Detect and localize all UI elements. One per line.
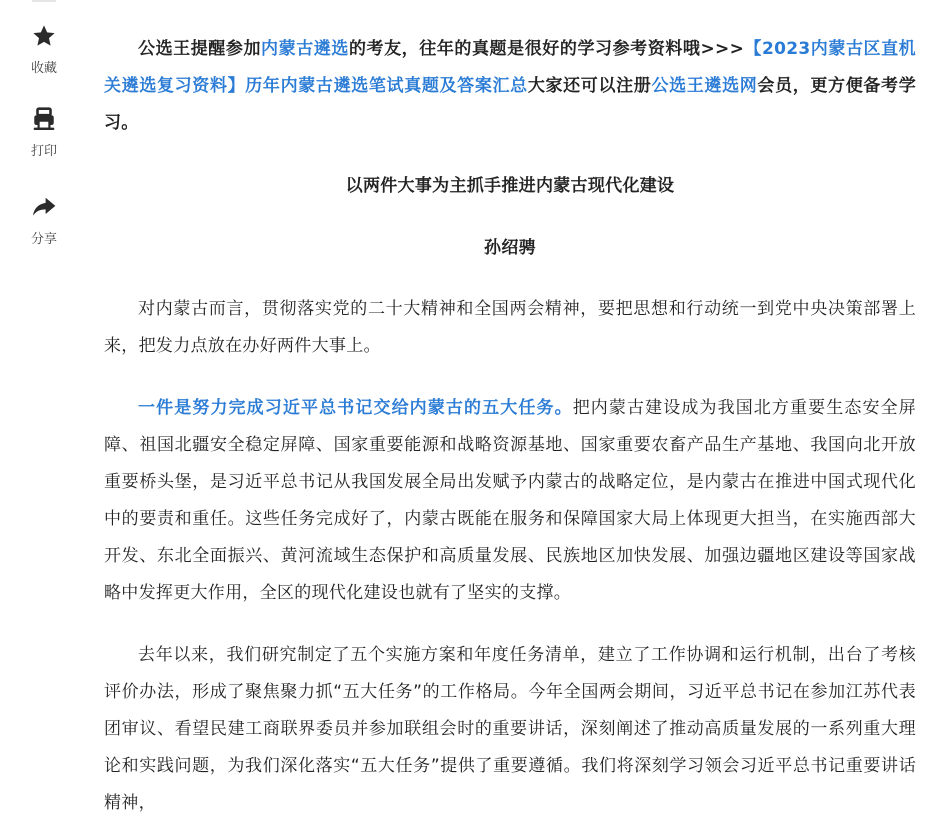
- intro-middle2: 大家还可以注册: [527, 76, 652, 96]
- article-body: [104, 31, 916, 822]
- divider: [32, 0, 56, 2]
- share-label: 分享: [30, 232, 57, 247]
- intro-middle: 的考友，往年的真题是很好的学习参考资料哦>>>: [348, 39, 745, 59]
- paragraph-2: [104, 390, 916, 612]
- favorite-label: 收藏: [30, 61, 57, 76]
- article-toolbar: [0, 0, 88, 779]
- print-button[interactable]: [14, 106, 74, 160]
- link-gongxuanwang[interactable]: 公选王遴选网: [651, 76, 758, 96]
- link-neimenggu-linxuan[interactable]: 内蒙古遴选: [261, 39, 349, 59]
- paragraph-1: 对内蒙古而言，贯彻落实党的二十大精神和全国两会精神，要把思想和行动统一到党中央决策部署上来，把发力点放在办好两件大事上。: [104, 299, 916, 356]
- star-icon: [31, 23, 57, 49]
- share-icon: [31, 194, 57, 220]
- favorite-button[interactable]: [14, 23, 74, 77]
- print-label: 打印: [30, 144, 57, 159]
- paragraph-2-lead: 一件是努力完成习近平总书记交给内蒙古的五大任务。: [138, 398, 573, 418]
- printer-icon: [31, 106, 57, 132]
- paragraph-3: 去年以来，我们研究制定了五个实施方案和年度任务清单，建立了工作协调和运行机制，出台了考核评价办法，形成了聚焦聚力抓“五大任务”的工作格局。今年全国两会期间，习近平总书记在参加江苏代表团审议、看望民建工商联界委员并参加联组会时的重要讲话，深刻阐述了推动高质量发展的一系列重大理论和实践问题，为我们深化落实“五大任务”提供了重要遵循。我们将深刻学习领会习近平总书记重要讲话精神，: [104, 645, 916, 813]
- intro-prefix: 公选王提醒参加: [138, 39, 262, 59]
- article-title: 以两件大事为主抓手推进内蒙古现代化建设: [345, 176, 675, 196]
- link-exam-materials[interactable]: 【2023内蒙古区直机关遴选复习资料】历年内蒙古遴选笔试真题及答案汇总: [104, 39, 916, 96]
- paragraph-2-text: 把内蒙古建设成为我国北方重要生态安全屏障、祖国北疆安全稳定屏障、国家重要能源和战略资源基地、国家重要农畜产品生产基地、我国向北开放重要桥头堡，是习近平总书记从我国发展全局出发赋予内蒙古的战略定位，是内蒙古在推进中国式现代化中的要责和重任。这些任务完成好了，内蒙古既能在服务和保障国家大局上体现更大担当，在实施西部大开发、东北全面振兴、黄河流域生态保护和高质量发展、民族地区加快发展、加强边疆地区建设等国家战略中发挥更大作用，全区的现代化建设也就有了坚实的支撑。: [104, 398, 916, 603]
- intro-paragraph: [104, 31, 916, 142]
- share-button[interactable]: [14, 194, 74, 248]
- article-author: 孙绍骋: [484, 238, 536, 258]
- intro-suffix: 会员，更方便备考学习。: [104, 76, 916, 133]
